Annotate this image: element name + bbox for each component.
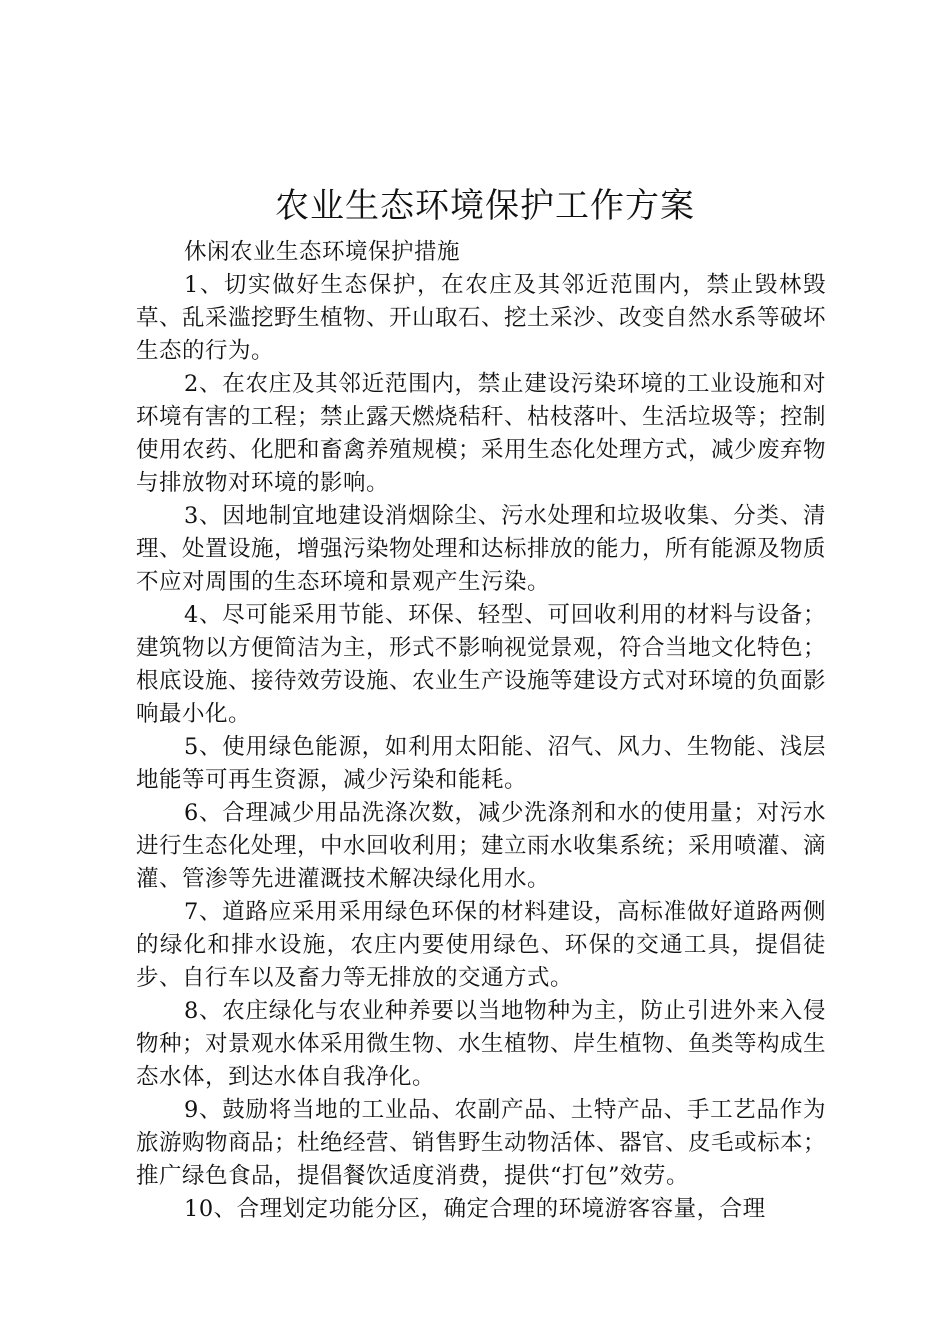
paragraph-10: 10、合理划定功能分区，确定合理的环境游客容量，合理 [184, 1196, 766, 1222]
paragraph-9: 9、鼓励将当地的工业品、农副产品、土特产品、手工艺品作为旅游购物商品；杜绝经营、销售野生动物活体、器官、皮毛或标本；推广绿色食品，提倡餐饮适度消费，提供“打包”效劳。 [136, 1097, 827, 1189]
paragraph-1: 1、切实做好生态保护，在农庄及其邻近范围内，禁止毁林毁草、乱采滥挖野生植物、开山取石、挖土采沙、改变自然水系等破坏生态的行为。 [136, 272, 827, 364]
document-page [136, 182, 826, 1226]
paragraph-4: 4、尽可能采用节能、环保、轻型、可回收利用的材料与设备；建筑物以方便简洁为主，形式不影响视觉景观，符合当地文化特色；根底设施、接待效劳设施、农业生产设施等建设方式对环境的负面影响最小化。 [136, 602, 827, 727]
document-title: 农业生态环境保护工作方案 [275, 186, 695, 226]
section-heading: 休闲农业生态环境保护措施 [184, 239, 461, 265]
paragraph-3: 3、因地制宜地建设消烟除尘、污水处理和垃圾收集、分类、清理、处置设施，增强污染物处理和达标排放的能力，所有能源及物质不应对周围的生态环境和景观产生污染。 [136, 503, 827, 595]
paragraph-7: 7、道路应采用采用绿色环保的材料建设，高标准做好道路两侧的绿化和排水设施，农庄内要使用绿色、环保的交通工具，提倡徒步、自行车以及畜力等无排放的交通方式。 [136, 899, 826, 991]
paragraph-5: 5、使用绿色能源，如利用太阳能、沼气、风力、生物能、浅层地能等可再生资源，减少污染和能耗。 [136, 734, 826, 793]
paragraph-6: 6、合理减少用品洗涤次数，减少洗涤剂和水的使用量；对污水进行生态化处理，中水回收利用；建立雨水收集系统；采用喷灌、滴灌、管渗等先进灌溉技术解决绿化用水。 [136, 800, 827, 892]
paragraph-2: 2、在农庄及其邻近范围内，禁止建设污染环境的工业设施和对环境有害的工程；禁止露天燃烧秸秆、枯枝落叶、生活垃圾等；控制使用农药、化肥和畜禽养殖规模；采用生态化处理方式，减少废弃物与排放物对环境的影响。 [136, 371, 827, 496]
paragraph-8: 8、农庄绿化与农业种养要以当地物种为主，防止引进外来入侵物种；对景观水体采用微生物、水生植物、岸生植物、鱼类等构成生态水体，到达水体自我净化。 [136, 998, 827, 1090]
